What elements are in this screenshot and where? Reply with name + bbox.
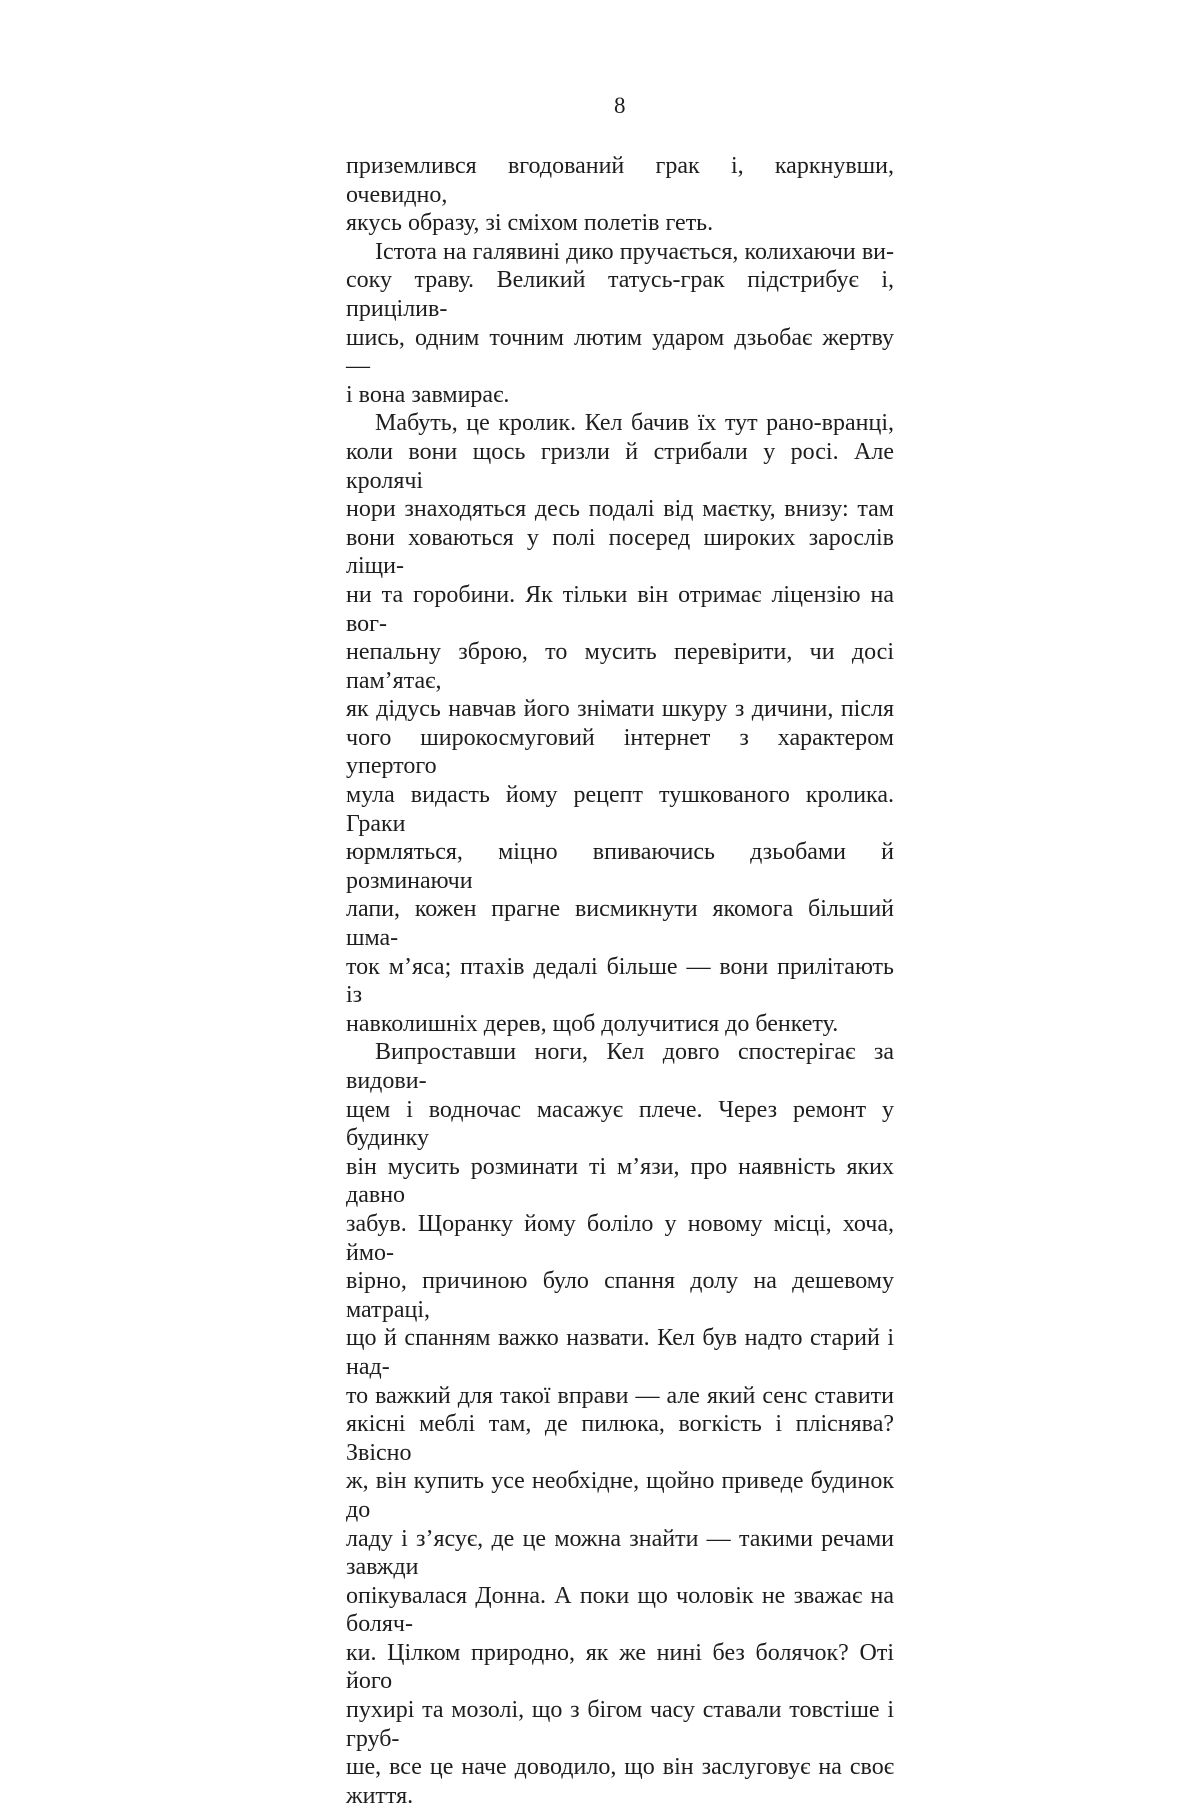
text-line: навколишніх дерев, щоб долучитися до бенкету. — [346, 1010, 839, 1037]
text-line: Випроставши ноги, Кел довго спостерігає за видови- — [346, 1039, 894, 1094]
text-line: юрмляться, міцно впиваючись дзьобами й розминаючи — [346, 839, 894, 894]
text-line: Мабуть, це кролик. Кел бачив їх тут рано-вранці, — [375, 410, 894, 437]
text-line: ладу і з’ясує, де це можна знайти — такими речами завжди — [346, 1525, 894, 1581]
paragraph — [346, 409, 894, 1038]
page-number: 8 — [614, 93, 626, 118]
text-line: непальну зброю, то мусить перевірити, чи досі пам’ятає, — [346, 639, 894, 694]
text-line: шись, одним точним лютим ударом дзьобає жертву — — [346, 324, 894, 380]
text-line: ток м’яса; птахів дедалі більше — вони прилітають із — [346, 953, 894, 1009]
book-page — [346, 92, 894, 1810]
paragraph — [346, 152, 894, 238]
body-text — [346, 152, 894, 1810]
paragraph — [346, 238, 894, 410]
paragraph — [346, 1038, 894, 1810]
text-line: лапи, кожен прагне висмикнути якомога більший шма- — [346, 896, 894, 952]
text-line: пухирі та мозолі, що з бігом часу ставали товстіше і груб- — [346, 1697, 894, 1752]
text-line: він мусить розминати ті м’язи, про наявність яких давно — [346, 1153, 894, 1209]
text-line: Істота на галявині дико пручається, колихаючи ви- — [375, 238, 894, 265]
text-line: ше, все це наче доводило, що він заслуговує на своє життя. — [346, 1754, 894, 1809]
text-line: чого широкосмуговий інтернет з характером упертого — [346, 724, 894, 780]
text-line: і вона завмирає. — [346, 381, 510, 408]
text-line: ни та горобини. Як тільки він отримає ліцензію на вог- — [346, 581, 894, 637]
text-line: нори знаходяться десь подалі від маєтку, внизу: там — [346, 496, 894, 523]
text-line: що й спанням важко назвати. Кел був надто старий і над- — [346, 1325, 894, 1380]
text-line: щем і водночас масажує плече. Через ремонт у будинку — [346, 1096, 894, 1152]
text-line: опікувалася Донна. А поки що чоловік не зважає на боляч- — [346, 1582, 894, 1638]
text-line: вони ховаються у полі посеред широких зарослів ліщи- — [346, 524, 894, 580]
text-line: то важкий для такої вправи — але який сенс ставити — [346, 1382, 894, 1409]
text-line: ж, він купить усе необхідне, щойно приведе будинок до — [346, 1468, 894, 1523]
text-line: якісні меблі там, де пилюка, вогкість і пліснява? Звісно — [346, 1411, 894, 1466]
text-line: ки. Цілком природно, як же нині без болячок? Оті його — [346, 1639, 894, 1695]
text-line: вірно, причиною було спання долу на дешевому матраці, — [346, 1268, 894, 1323]
text-line: мула видасть йому рецепт тушкованого кролика. Граки — [346, 782, 894, 837]
text-line: коли вони щось гризли й стрибали у росі. Але кролячі — [346, 438, 894, 494]
text-line: як дідусь навчав його знімати шкуру з дичини, після — [346, 696, 894, 723]
text-line: приземлився вгодований грак і, каркнувши, очевидно, — [346, 153, 894, 208]
text-line: соку траву. Великий татусь-грак підстрибує і, прицілив- — [346, 267, 894, 322]
text-line: якусь образу, зі сміхом полетів геть. — [346, 210, 714, 237]
text-line: забув. Щоранку йому боліло у новому місці, хоча, ймо- — [346, 1210, 894, 1266]
